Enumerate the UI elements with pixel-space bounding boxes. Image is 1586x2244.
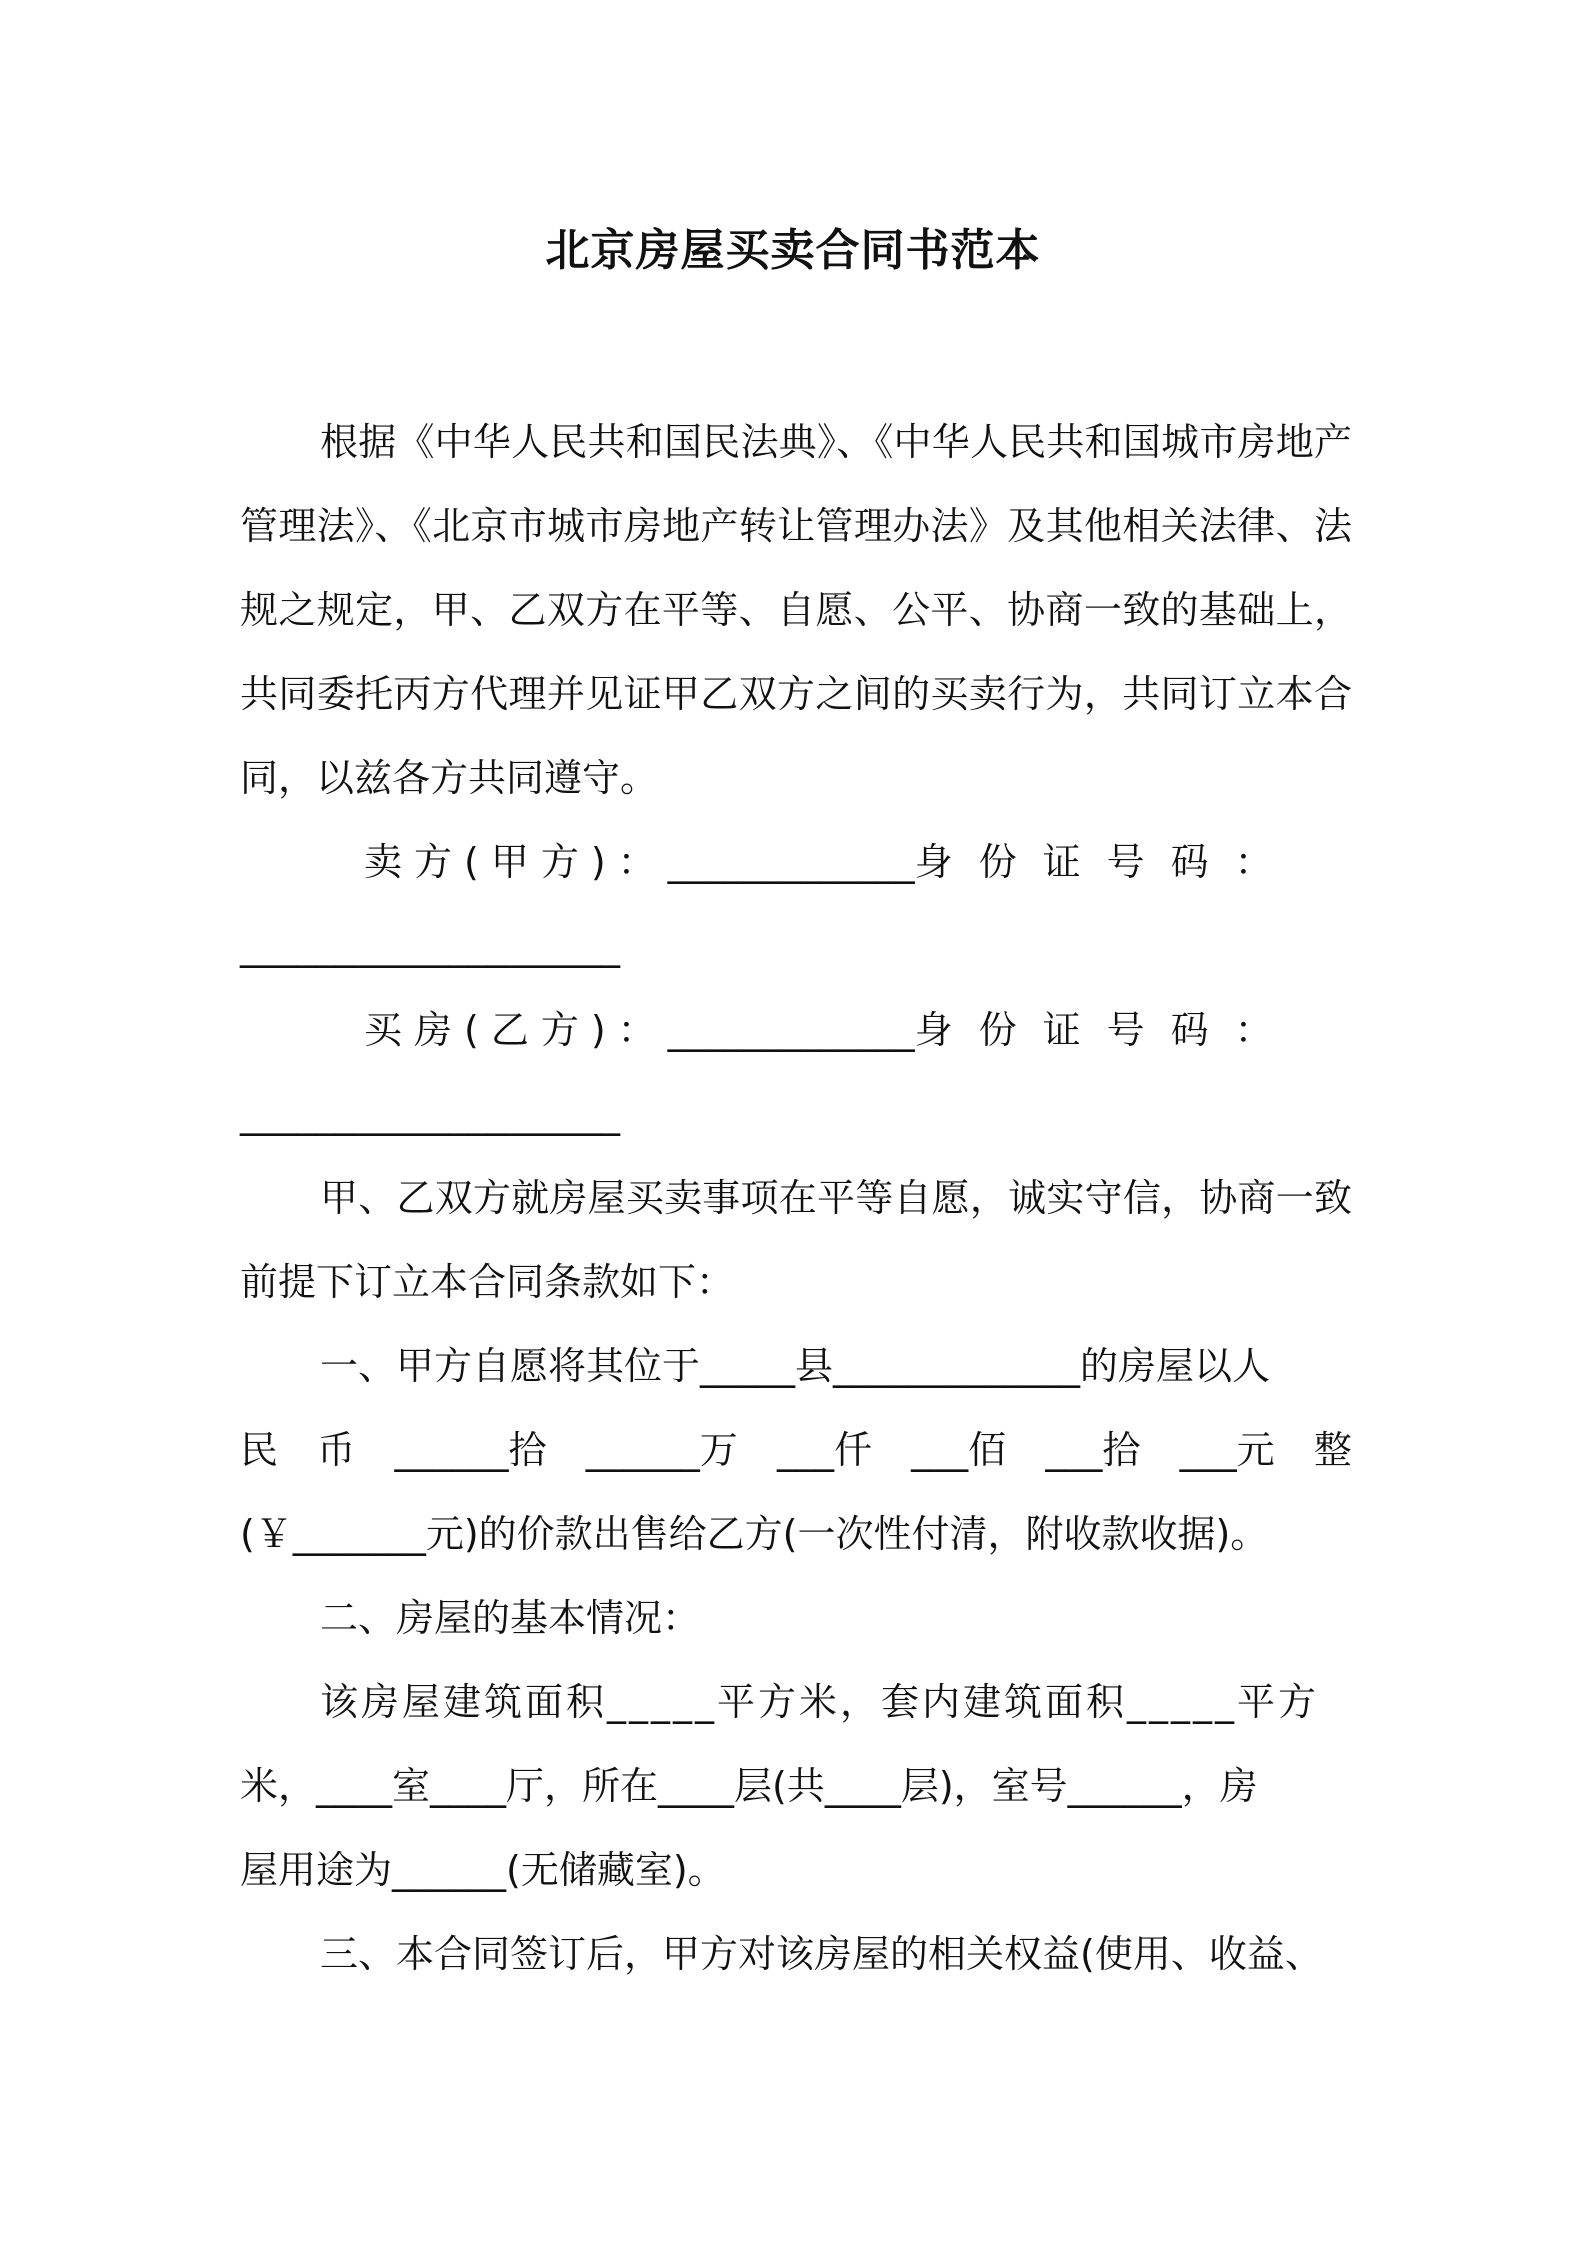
clause1-line3: (￥_______元)的价款出售给乙方(一次性付清，附收款收据)。 bbox=[240, 1512, 1269, 1556]
buyer-id-label: 身份证号码： bbox=[914, 1008, 1299, 1052]
document-body bbox=[240, 400, 1352, 1996]
buyer-label: 买房(乙方)： bbox=[364, 1008, 668, 1052]
clause1-line2 bbox=[240, 1408, 1352, 1492]
intro-paragraph: 根据《中华人民共和国民法典》、《中华人民共和国城市房地产管理法》、《北京市城市房地产转让管理办法》及其他相关法律、法规之规定，甲、乙双方在平等、自愿、公平、协商一致的基础上，共同委托丙方代理并见证甲乙双方之间的买卖行为，共同订立本合同，以兹各方共同遵守。 bbox=[240, 420, 1352, 800]
clause1-part: 币 bbox=[317, 1428, 356, 1472]
clause1-part: ___佰 bbox=[911, 1428, 1007, 1472]
clause1-part: ___拾 bbox=[1045, 1428, 1141, 1472]
clause1-part: ___元 bbox=[1179, 1428, 1275, 1472]
seller-id-label: 身份证号码： bbox=[914, 840, 1299, 884]
clause1-part: 民 bbox=[240, 1428, 279, 1472]
document-title: 北京房屋买卖合同书范本 bbox=[545, 225, 1041, 276]
agreement-paragraph: 甲、乙双方就房屋买卖事项在平等自愿，诚实守信，协商一致前提下订立本合同条款如下： bbox=[240, 1176, 1352, 1304]
clause1-line1: 一、甲方自愿将其位于_____县_____________的房屋以人 bbox=[320, 1344, 1271, 1388]
clause2-line2: 米，____室____厅，所在____层(共____层)，室号______，房 bbox=[240, 1764, 1258, 1808]
clause1-part: ______拾 bbox=[394, 1428, 547, 1472]
seller-label: 卖方(甲方)： bbox=[364, 840, 668, 884]
buyer-name-blank: _____________ bbox=[667, 1008, 915, 1052]
clause1-part: 整 bbox=[1313, 1428, 1352, 1472]
seller-id-blank: ____________________ bbox=[240, 924, 620, 968]
buyer-line bbox=[240, 988, 1352, 1072]
buyer-id-blank: ____________________ bbox=[240, 1092, 620, 1136]
clause3-line1: 三、本合同签订后，甲方对该房屋的相关权益(使用、收益、 bbox=[320, 1932, 1323, 1976]
clause1-part: ______万 bbox=[585, 1428, 738, 1472]
clause2-heading: 二、房屋的基本情况： bbox=[320, 1596, 701, 1640]
clause2-line1: 该房屋建筑面积_____平方米，套内建筑面积_____平方 bbox=[320, 1680, 1320, 1724]
clause1-part: ___仟 bbox=[776, 1428, 872, 1472]
seller-name-blank: _____________ bbox=[667, 840, 915, 884]
clause2-line3: 屋用途为______(无储藏室)。 bbox=[240, 1848, 726, 1892]
seller-line bbox=[240, 820, 1352, 904]
